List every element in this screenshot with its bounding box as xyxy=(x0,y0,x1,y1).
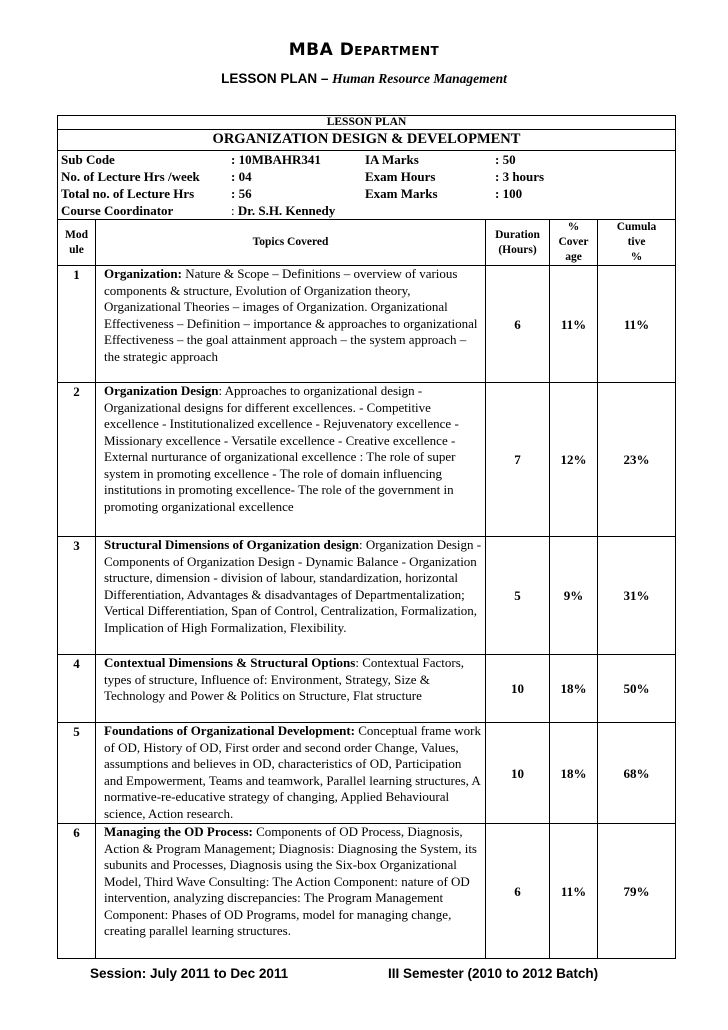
exam-hours-label: Exam Hours xyxy=(365,169,436,184)
lesson-plan-subtitle xyxy=(0,71,728,87)
module-duration: 7 xyxy=(486,383,550,537)
col-coverage-l1: % xyxy=(567,221,580,233)
col-duration-l1: Duration xyxy=(495,228,540,241)
col-cumulative-l3: % xyxy=(630,251,643,263)
module-cumulative: 50% xyxy=(598,655,676,723)
module-duration: 6 xyxy=(486,266,550,383)
module-topics xyxy=(96,723,486,824)
column-header-row xyxy=(58,220,676,266)
table-row xyxy=(58,383,676,537)
col-topics: Topics Covered xyxy=(96,220,486,266)
module-topics xyxy=(96,537,486,655)
table-row xyxy=(58,655,676,723)
coordinator-value xyxy=(228,202,675,219)
course-title: ORGANIZATION DESIGN & DEVELOPMENT xyxy=(58,130,676,151)
module-topics xyxy=(96,383,486,537)
module-coverage: 11% xyxy=(550,266,598,383)
module-cumulative: 79% xyxy=(598,824,676,959)
ia-marks-label: IA Marks xyxy=(365,152,419,167)
module-cumulative: 23% xyxy=(598,383,676,537)
module-body: Nature & Scope – Definitions – overview of various components & structure, Evolution of Organization theory, Organizational Theories – images of Organization. Organizational Effectiveness – Definition – importance & approaches to organizational Effectiveness – the goal attainment approach – the system approach – the strategic approach xyxy=(104,266,478,364)
module-number: 6 xyxy=(58,824,96,959)
module-heading: Organization: xyxy=(104,266,182,281)
module-coverage: 12% xyxy=(550,383,598,537)
subtitle-subject: Human Resource Management xyxy=(332,71,507,86)
module-number: 2 xyxy=(58,383,96,537)
module-duration: 10 xyxy=(486,655,550,723)
col-module-l1: Mod xyxy=(65,228,88,241)
semester-footer: III Semester (2010 to 2012 Batch) xyxy=(388,966,599,981)
module-body: : Approaches to organizational design - Organizational designs for different excellences. - Competitive excellence - Institutionalized excellence - Rejuvenatory excellence - Missionary excellence - Versatile excellence - Creative excellence - External nurturance of organizational excellence : The role of super system in promoting excellence - The role of domain influencing institutions in promoting excellence- The role of the government in promoting organizational excellence xyxy=(104,383,459,514)
course-info xyxy=(58,151,676,220)
col-cumulative-l1: Cumula xyxy=(616,221,657,233)
module-heading: Managing the OD Process: xyxy=(104,824,253,839)
col-cumulative-l2: tive xyxy=(627,236,646,248)
exam-marks-label: Exam Marks xyxy=(365,186,438,201)
module-topics xyxy=(96,655,486,723)
module-cumulative: 31% xyxy=(598,537,676,655)
module-coverage: 9% xyxy=(550,537,598,655)
table-row xyxy=(58,537,676,655)
module-number: 5 xyxy=(58,723,96,824)
lecture-hrs-value: : 04 xyxy=(231,169,252,184)
col-coverage xyxy=(550,220,598,266)
table-row xyxy=(58,723,676,824)
module-number: 4 xyxy=(58,655,96,723)
col-coverage-l2: Cover xyxy=(558,236,589,248)
col-module-l2: ule xyxy=(69,243,84,256)
module-heading: Organization Design xyxy=(104,383,219,398)
lesson-plan-table xyxy=(57,115,676,959)
module-body: : Contextual Factors, types of structure, Influence of: Environment, Strategy, Size & Technology and Power & Politics on Structure, Flat structure xyxy=(104,655,465,703)
department-title: MBA Department xyxy=(288,40,440,60)
module-duration: 10 xyxy=(486,723,550,824)
sub-code-value: : 10MBAHR341 xyxy=(231,152,321,167)
col-duration-l2: (Hours) xyxy=(498,243,537,256)
total-lecture-value: : 56 xyxy=(231,186,252,201)
coordinator-name: Dr. S.H. Kennedy xyxy=(237,203,336,218)
module-cumulative: 68% xyxy=(598,723,676,824)
module-number: 3 xyxy=(58,537,96,655)
module-heading: Contextual Dimensions & Structural Options xyxy=(104,655,356,670)
col-cumulative xyxy=(598,220,676,266)
module-heading: Structural Dimensions of Organization design xyxy=(104,537,359,552)
lecture-hrs-label: No. of Lecture Hrs /week xyxy=(61,169,200,184)
exam-hours-value: : 3 hours xyxy=(495,169,545,184)
module-duration: 6 xyxy=(486,824,550,959)
module-coverage: 11% xyxy=(550,824,598,959)
table-row xyxy=(58,266,676,383)
col-duration xyxy=(486,220,550,266)
module-body: : Organization Design - Components of Organization Design - Dynamic Balance - Organization structure, dimension - division of labour, standardization, horizontal Differentiation, Advantages & disadvantages of Departmentalization; Vertical Differentiation, Span of Control, Centralization, Formalization, Implication of High Formalization, Flexibility. xyxy=(104,537,482,635)
module-topics xyxy=(96,266,486,383)
coordinator-label: Course Coordinator xyxy=(61,203,174,218)
module-coverage: 18% xyxy=(550,723,598,824)
module-coverage: 18% xyxy=(550,655,598,723)
total-lecture-label: Total no. of Lecture Hrs xyxy=(61,186,195,201)
col-coverage-l3: age xyxy=(565,251,582,263)
coordinator-prefix: : xyxy=(231,203,238,218)
module-heading: Foundations of Organizational Development: xyxy=(104,723,355,738)
module-topics xyxy=(96,824,486,959)
lesson-plan-label: LESSON PLAN xyxy=(58,116,676,130)
module-body: Conceptual frame work of OD, History of OD, First order and second order Change, Values, assumptions and believes in OD, characteristics of OD, Participation and Empowerment, Teams and teamwork, Parallel learning structures, A normative-re-educative strategy of changing, Applied Behavioural science, Action research. xyxy=(104,723,481,821)
session-footer: Session: July 2011 to Dec 2011 xyxy=(90,966,289,981)
module-body: Components of OD Process, Diagnosis, Action & Program Management; Diagnosis: Diagnosing the System, its subunits and Processes, Diagnosis using the Six-box Organizational Model, Third Wave Consulting: The Action Component: nature of OD intervention, analyzing discrepancies: The Program Management Component: Phases of OD Programs, model for managing change, creating parallel learning structures. xyxy=(104,824,477,938)
sub-code-label: Sub Code xyxy=(61,152,115,167)
exam-marks-value: : 100 xyxy=(495,186,523,201)
subtitle-prefix: LESSON PLAN – xyxy=(221,71,333,86)
table-row xyxy=(58,824,676,959)
ia-marks-value: : 50 xyxy=(495,152,516,167)
col-module xyxy=(58,220,96,266)
module-duration: 5 xyxy=(486,537,550,655)
module-number: 1 xyxy=(58,266,96,383)
module-cumulative: 11% xyxy=(598,266,676,383)
